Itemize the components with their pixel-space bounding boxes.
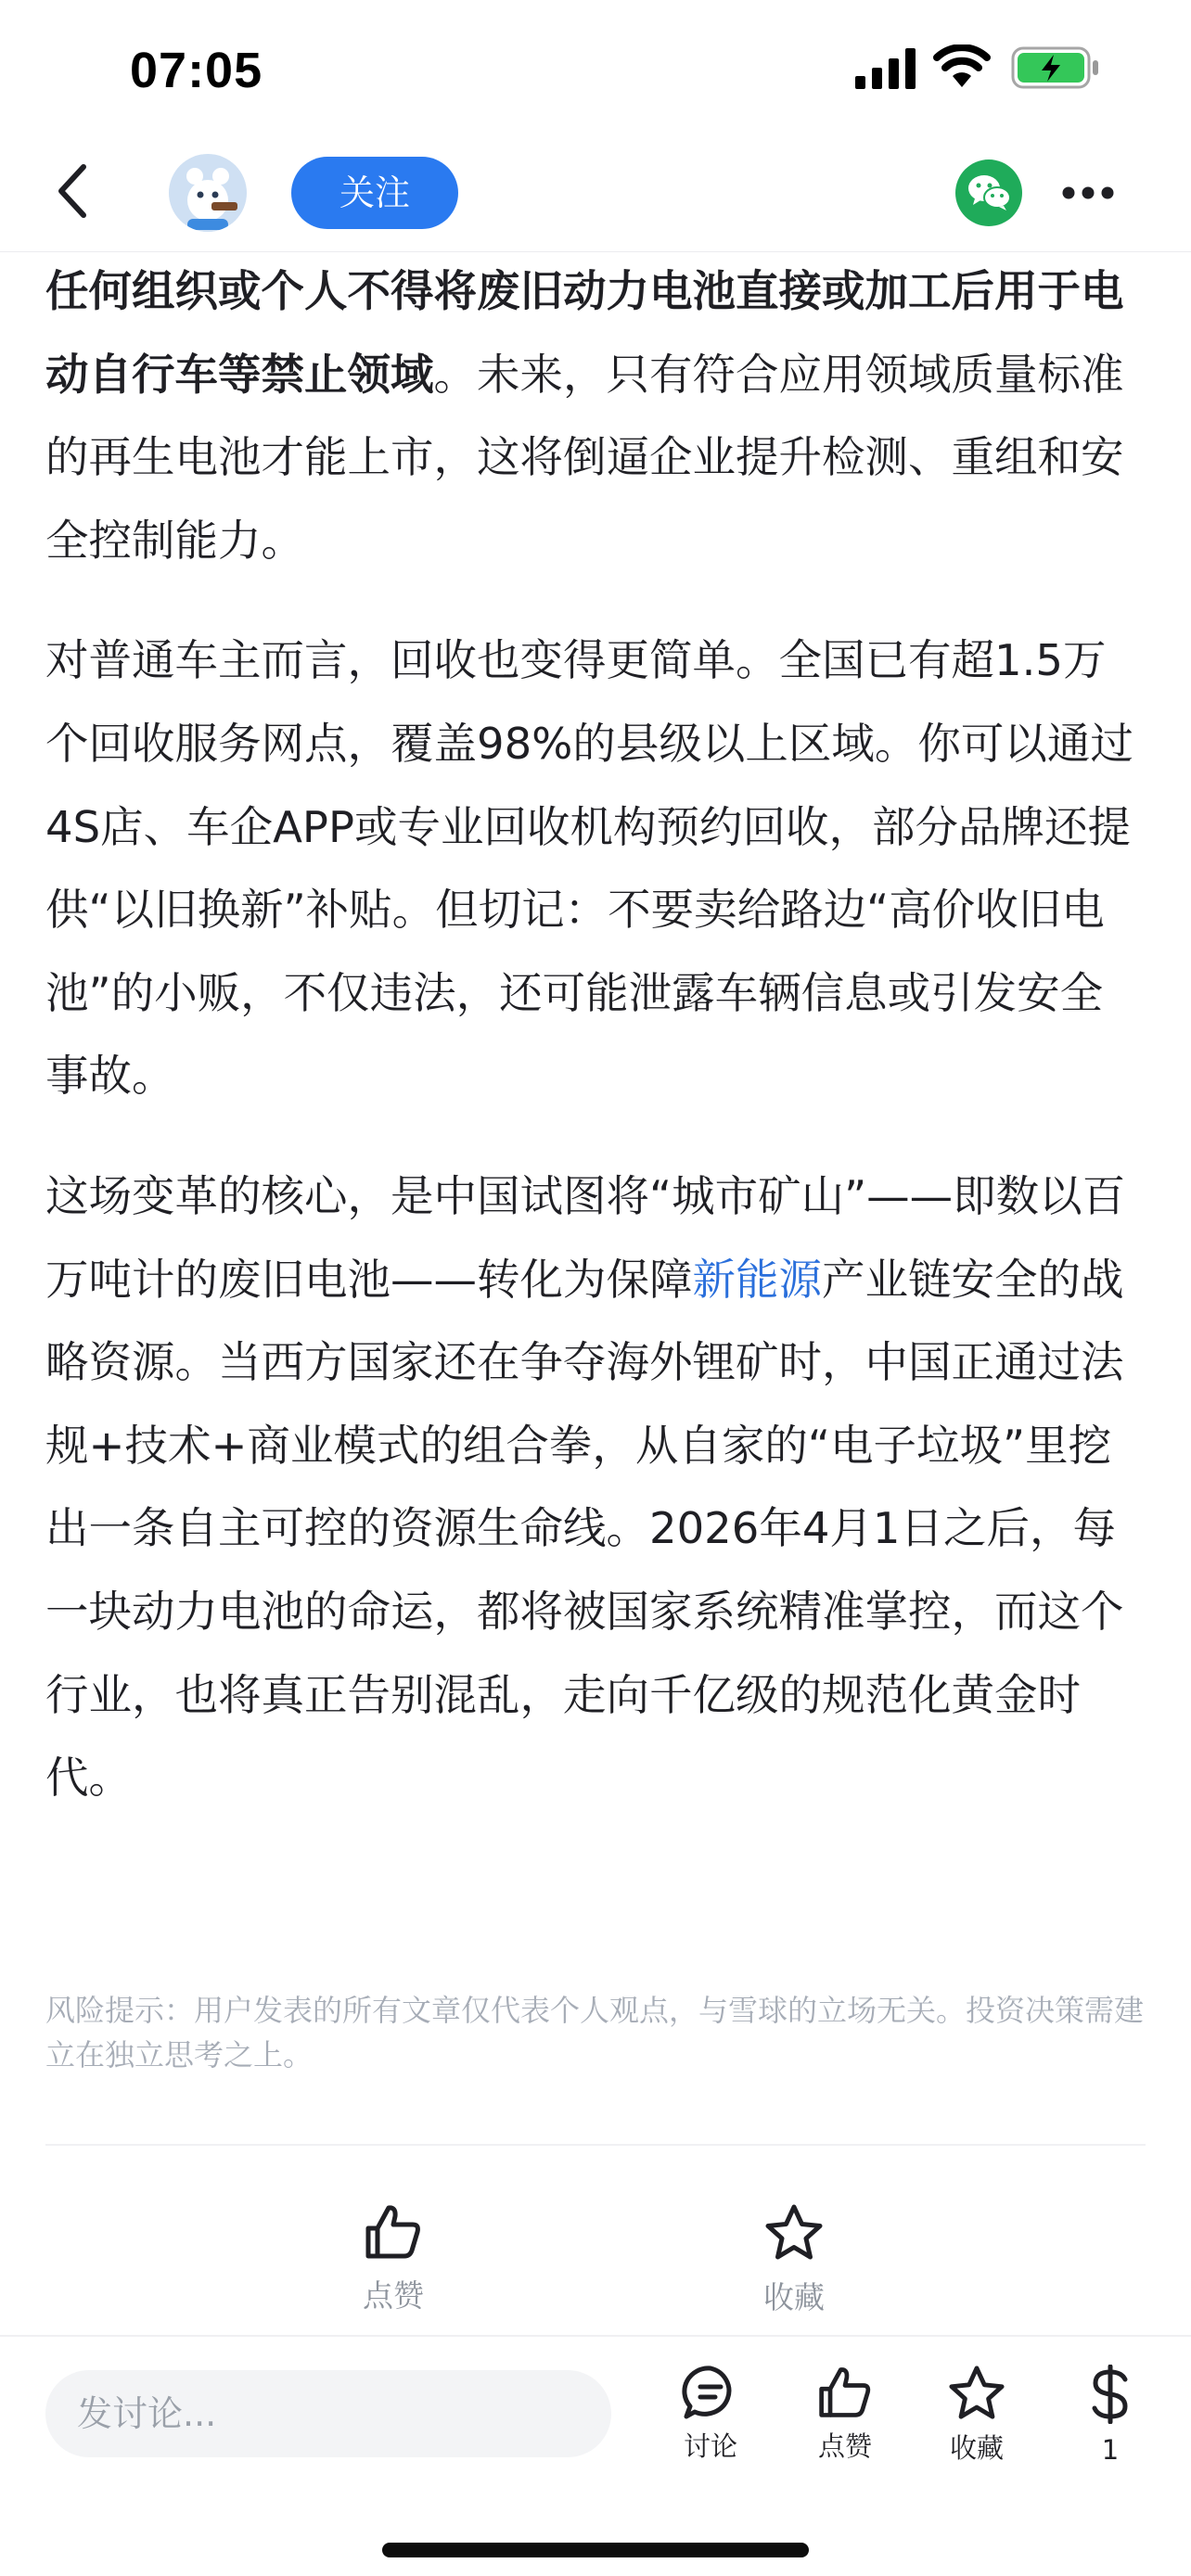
inline-favorite-label: 收藏: [763, 2279, 825, 2315]
favorite-button[interactable]: [926, 2365, 1028, 2465]
follow-button[interactable]: 关注: [291, 157, 458, 229]
star-icon: [763, 2203, 825, 2263]
thumbs-up-icon: [363, 2203, 424, 2261]
bottom-action-bar: [0, 2335, 1191, 2576]
discuss-label: 讨论: [683, 2430, 737, 2462]
article-paragraph: 对普通车主而言，回收也变得更简单。全国已有超1.5万个回收服务网点，覆盖98%的县级以上区域。你可以通过4S店、车企APP或专业回收机构预约回收，部分品牌还提供“以旧换新”补贴。但切记：不要卖给路边“高价收旧电池”的小贩，不仅违法，还可能泄露车辆信息或引发安全事故。: [45, 635, 1133, 1102]
status-time: 07:05: [130, 43, 263, 98]
paragraph-text: 这场变革的核心，是中国试图将“城市矿山”——即数以百万吨计的废旧电池——转化为保障: [45, 1170, 1126, 1305]
star-icon: [947, 2365, 1006, 2422]
favorite-label: 收藏: [949, 2432, 1004, 2464]
risk-notice: 风险提示：用户发表的所有文章仅代表个人观点，与雪球的立场无关。投资决策需建立在独立思考之上。: [45, 1993, 1145, 2072]
wechat-share-button[interactable]: [955, 159, 1022, 226]
topic-link[interactable]: 新能源: [692, 1254, 822, 1305]
navigation-bar: [0, 139, 1191, 252]
signal-icon: [855, 48, 916, 89]
status-bar: [0, 0, 1191, 139]
discuss-button[interactable]: [660, 2365, 762, 2463]
article-paragraph: [45, 250, 1146, 582]
comment-input[interactable]: [45, 2370, 611, 2457]
bold-text: 任何组织或个人不得将废旧动力电池直接或加工后用于电动自行车等禁止领域: [45, 266, 1124, 400]
battery-charging-icon: [1011, 46, 1100, 89]
inline-like-button[interactable]: [319, 2203, 467, 2315]
dollar-icon: [1090, 2365, 1131, 2424]
avatar-image: [169, 154, 247, 232]
wechat-icon: [967, 173, 1011, 212]
ellipsis-icon[interactable]: [1061, 185, 1115, 200]
article-paragraph: [45, 1155, 1146, 1820]
content-divider: [45, 2144, 1146, 2146]
inline-like-label: 点赞: [363, 2277, 424, 2314]
inline-favorite-button[interactable]: [720, 2203, 868, 2316]
comment-icon: [682, 2365, 739, 2420]
thumbs-up-icon: [816, 2365, 874, 2420]
wifi-icon: [933, 45, 991, 87]
like-button[interactable]: [794, 2365, 896, 2463]
home-indicator[interactable]: [382, 2543, 809, 2557]
reward-count: 1: [1101, 2434, 1120, 2466]
like-label: 点赞: [817, 2430, 872, 2462]
paragraph-text: 产业链安全的战略资源。当西方国家还在争夺海外锂矿时，中国正通过法规+技术+商业模式的组合拳，从自家的“电子垃圾”里挖出一条自主可控的资源生命线。2026年4月1日之后，每一块动力电池的命运，都将被国家系统精准掌控，而这个行业，也将真正告别混乱，走向千亿级的规范化黄金时代。: [45, 1254, 1124, 1804]
reward-button[interactable]: [1059, 2365, 1161, 2467]
paragraph-text: 。未来，只有符合应用领域质量标准的再生电池才能上市，这将倒逼企业提升检测、重组和安全控制能力。: [45, 349, 1124, 566]
author-avatar[interactable]: [169, 154, 247, 232]
chevron-left-icon[interactable]: [54, 161, 91, 221]
article-body: [45, 250, 1146, 1820]
